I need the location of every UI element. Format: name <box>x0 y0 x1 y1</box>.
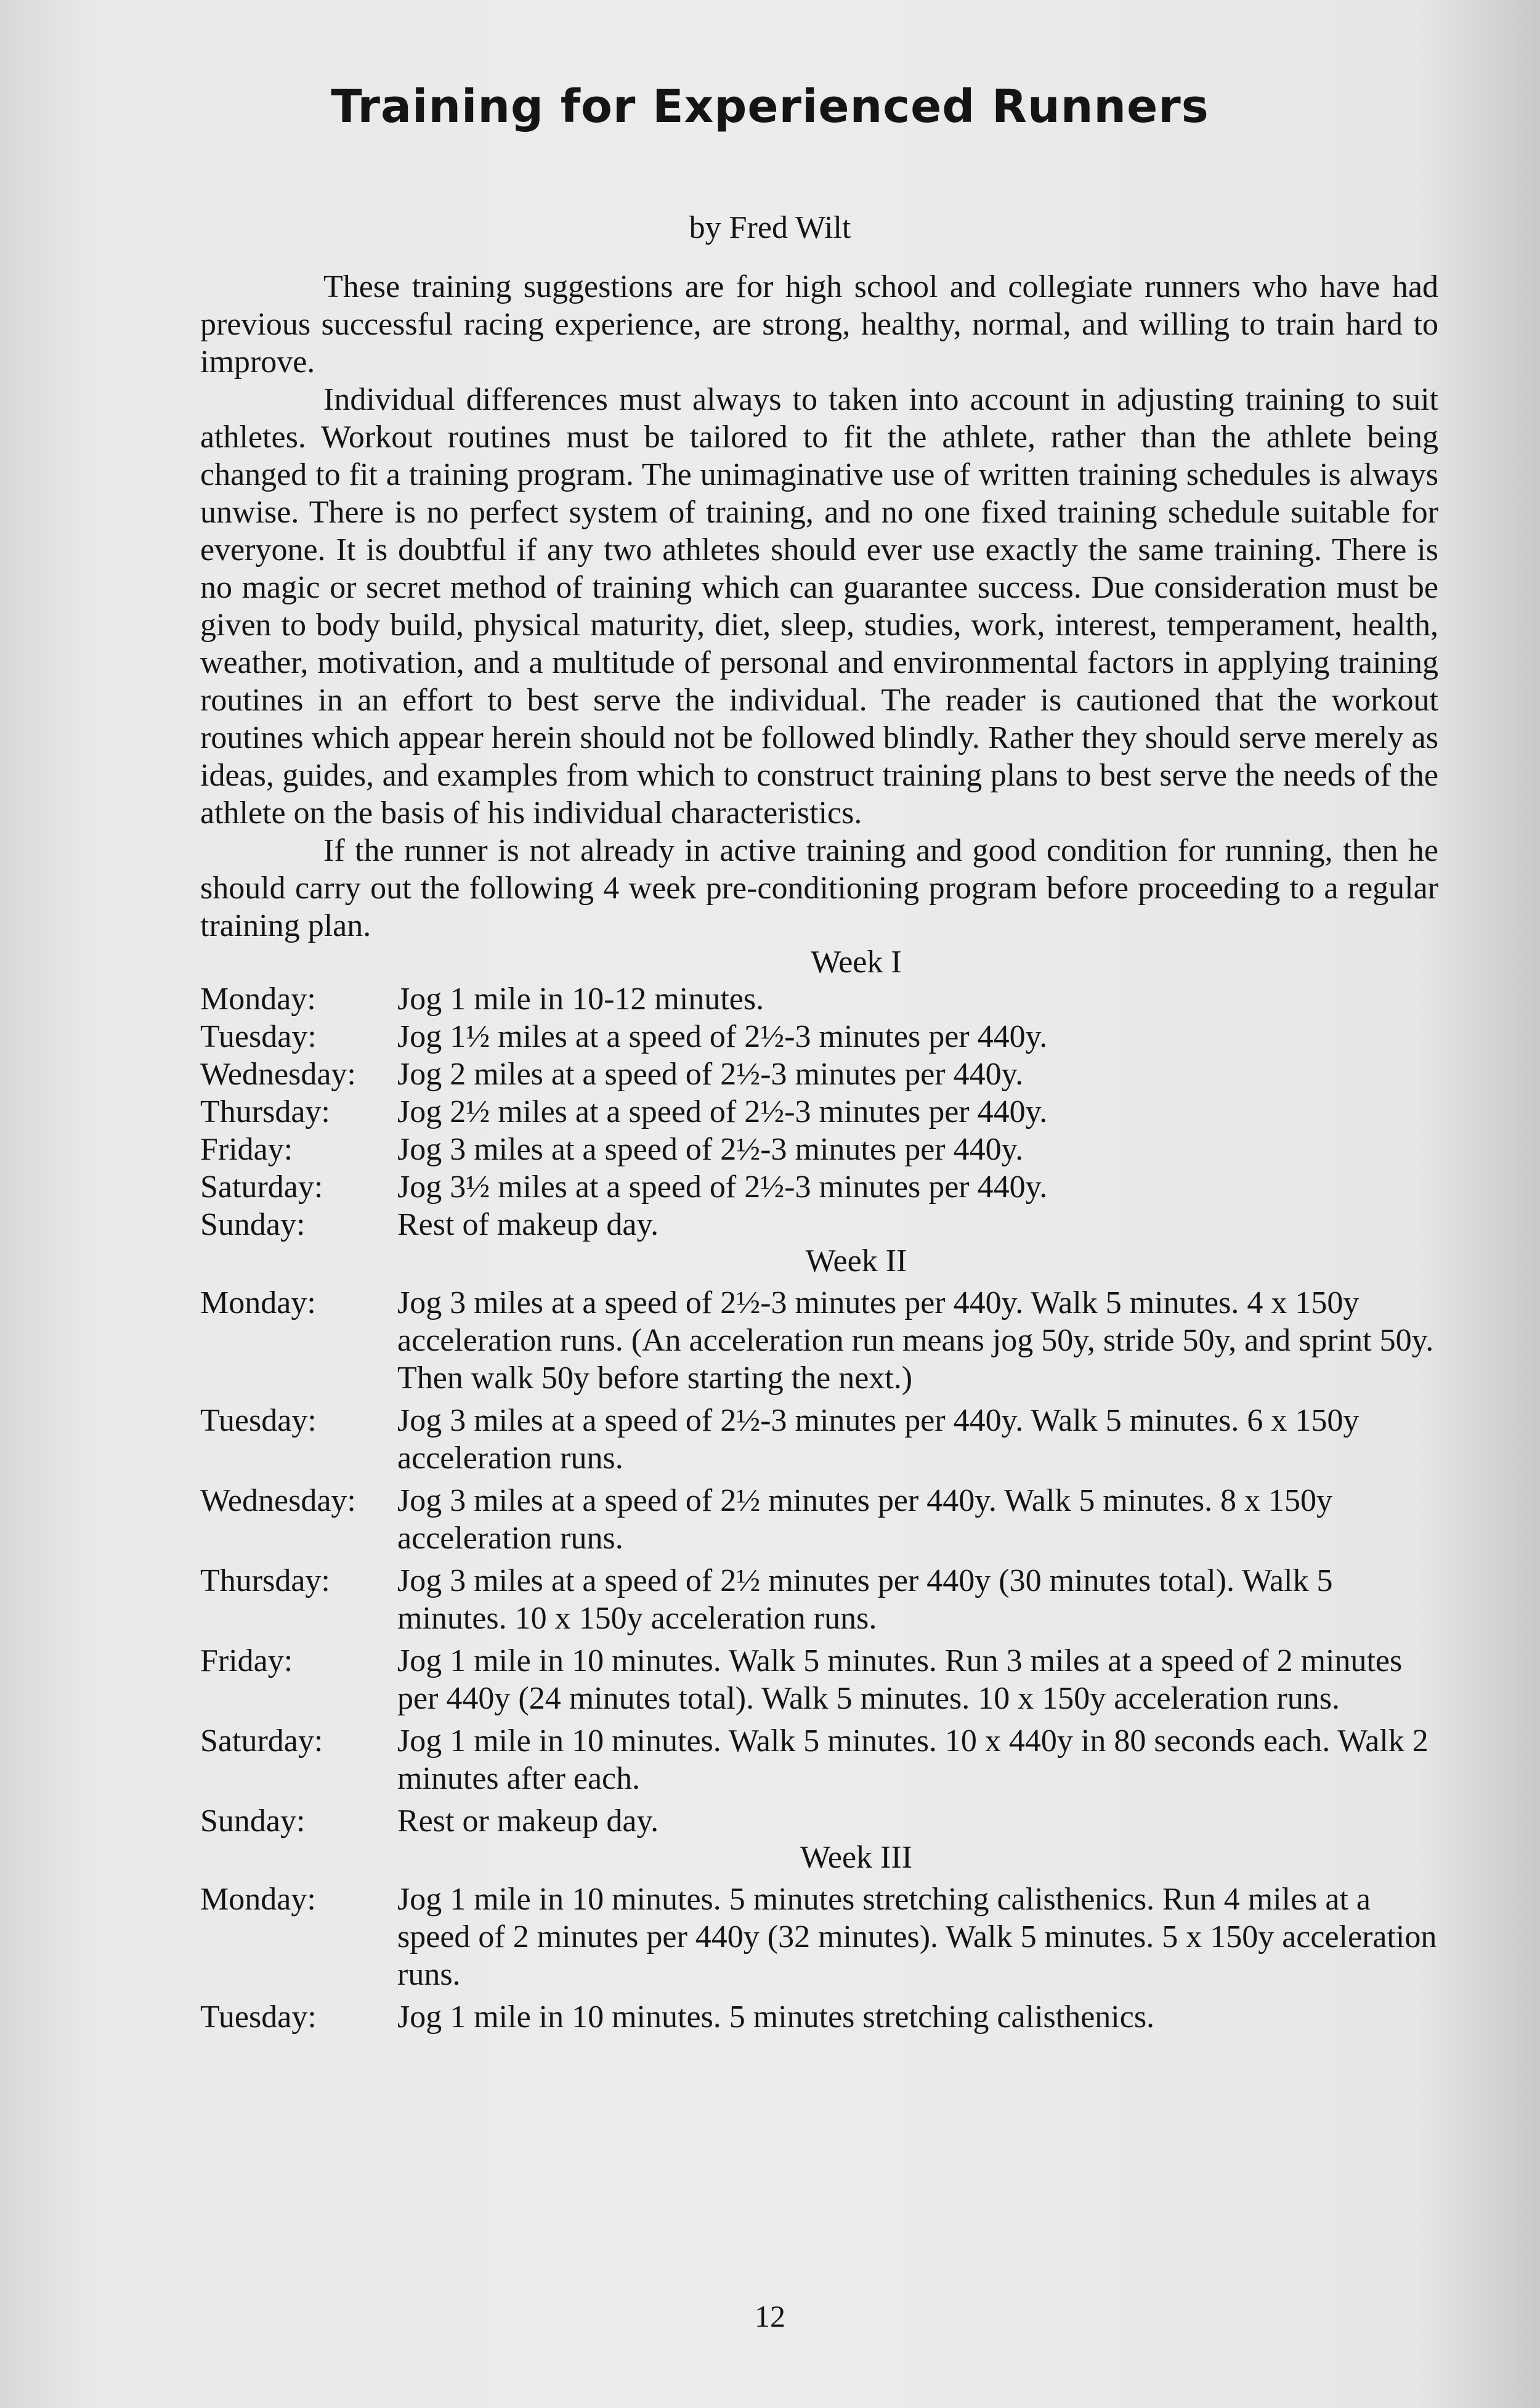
schedule-day: Saturday: <box>200 1723 323 1759</box>
schedule-row <box>200 1562 1438 1637</box>
article-title: Training for Experienced Runners <box>331 80 1209 133</box>
schedule-day: Tuesday: <box>200 1999 317 2035</box>
schedule-text: Jog 1 mile in 10-12 minutes. <box>397 982 764 1017</box>
schedule-text: Jog 3 miles at a speed of 2½ minutes per 440y. Walk 5 minutes. 8 x 150y acceleration runs. <box>397 1483 1333 1556</box>
week-2-schedule <box>200 1243 1438 1840</box>
article-body <box>200 268 1438 2036</box>
schedule-text: Jog 2½ miles at a speed of 2½-3 minutes per 440y. <box>397 1094 1048 1129</box>
week-heading: Week III <box>800 1840 913 1875</box>
schedule-text: Rest of makeup day. <box>397 1207 659 1242</box>
schedule-day: Thursday: <box>200 1563 330 1598</box>
schedule-day: Sunday: <box>200 1804 306 1839</box>
week-3-schedule <box>200 1840 1438 2036</box>
schedule-text: Jog 3 miles at a speed of 2½-3 minutes per 440y. Walk 5 minutes. 6 x 150y acceleration runs. <box>397 1403 1360 1476</box>
schedule-text: Jog 1 mile in 10 minutes. 5 minutes stretching calisthenics. <box>397 1999 1155 2035</box>
paragraph: Individual differences must always to taken into account in adjusting training to suit athletes. Workout routines must be tailored to fit the athlete, rather than the athlete being changed to fit a training program. The unimaginative use of written training schedules is always unwise. There is no perfect system of training, and no one fixed training schedule suitable for everyone. It is doubtful if any two athletes should ever use exactly the same training. There is no magic or secret method of training which can guarantee success. Due consideration must be given to body build, physical maturity, diet, sleep, studies, work, interest, temperament, health, weather, motivation, and a multitude of personal and environmental factors in applying training routines in an effort to best serve the individual. The reader is cautioned that the workout routines which appear herein should not be followed blindly. Rather they should serve merely as ideas, guides, and examples from which to construct training plans to best serve the needs of the athlete on the basis of his individual characteristics. <box>200 382 1438 831</box>
schedule-day: Friday: <box>200 1132 293 1167</box>
schedule-text: Jog 3½ miles at a speed of 2½-3 minutes per 440y. <box>397 1169 1048 1205</box>
schedule-day: Wednesday: <box>200 1483 356 1518</box>
schedule-row <box>200 1881 1438 1993</box>
schedule-text: Jog 1 mile in 10 minutes. Walk 5 minutes. 10 x 440y in 80 seconds each. Walk 2 minutes after each. <box>397 1723 1429 1796</box>
week-heading: Week II <box>805 1243 907 1279</box>
schedule-day: Tuesday: <box>200 1403 317 1438</box>
schedule-day: Thursday: <box>200 1094 330 1129</box>
schedule-row <box>200 1168 1438 1206</box>
schedule-text: Jog 2 miles at a speed of 2½-3 minutes per 440y. <box>397 1057 1024 1092</box>
schedule-text: Jog 3 miles at a speed of 2½ minutes per 440y (30 minutes total). Walk 5 minutes. 10 x 150y acceleration runs. <box>397 1563 1333 1636</box>
schedule-day: Friday: <box>200 1643 293 1678</box>
schedule-row <box>200 1722 1438 1797</box>
schedule-text: Jog 1 mile in 10 minutes. Walk 5 minutes. Run 3 miles at a speed of 2 minutes per 440y (24 minutes total). Walk 5 minutes. 10 x 150y acceleration runs. <box>397 1643 1403 1716</box>
schedule-row <box>200 980 1438 1018</box>
week-heading: Week I <box>811 945 902 980</box>
week-1-schedule <box>200 945 1438 1243</box>
schedule-row <box>200 1284 1438 1397</box>
byline: by Fred Wilt <box>689 210 851 245</box>
schedule-day: Tuesday: <box>200 1019 317 1054</box>
schedule-day: Monday: <box>200 982 316 1017</box>
schedule-text: Jog 1 mile in 10 minutes. 5 minutes stretching calisthenics. Run 4 miles at a speed of 2 minutes per 440y (32 minutes). Walk 5 minutes. 5 x 150y acceleration runs. <box>397 1882 1437 1992</box>
page-number: 12 <box>755 2299 785 2333</box>
schedule-text: Jog 1½ miles at a speed of 2½-3 minutes per 440y. <box>397 1019 1048 1054</box>
schedule-text: Jog 3 miles at a speed of 2½-3 minutes per 440y. <box>397 1132 1024 1167</box>
schedule-row <box>200 1056 1438 1093</box>
schedule-row <box>200 1131 1438 1168</box>
schedule-row <box>200 1093 1438 1131</box>
schedule-day: Saturday: <box>200 1169 323 1205</box>
schedule-row <box>200 1642 1438 1717</box>
schedule-row <box>200 1802 1438 1840</box>
paragraph: These training suggestions are for high school and collegiate runners who have had previous successful racing experience, are strong, healthy, normal, and willing to train hard to improve. <box>200 269 1438 380</box>
schedule-row <box>200 1482 1438 1557</box>
schedule-row <box>200 1018 1438 1056</box>
schedule-text: Jog 3 miles at a speed of 2½-3 minutes per 440y. Walk 5 minutes. 4 x 150y acceleration runs. (An acceleration run means jog 50y, stride 50y, and sprint 50y. Then walk 50y before starting the next.) <box>397 1285 1434 1396</box>
schedule-day: Monday: <box>200 1882 316 1917</box>
schedule-row <box>200 1998 1438 2036</box>
schedule-day: Wednesday: <box>200 1057 356 1092</box>
schedule-row <box>200 1402 1438 1477</box>
schedule-day: Monday: <box>200 1285 316 1320</box>
schedule-row <box>200 1206 1438 1243</box>
schedule-text: Rest or makeup day. <box>397 1804 659 1839</box>
schedule-day: Sunday: <box>200 1207 306 1242</box>
paragraph: If the runner is not already in active training and good condition for running, then he should carry out the following 4 week pre-conditioning program before proceeding to a regular training plan. <box>200 833 1438 943</box>
